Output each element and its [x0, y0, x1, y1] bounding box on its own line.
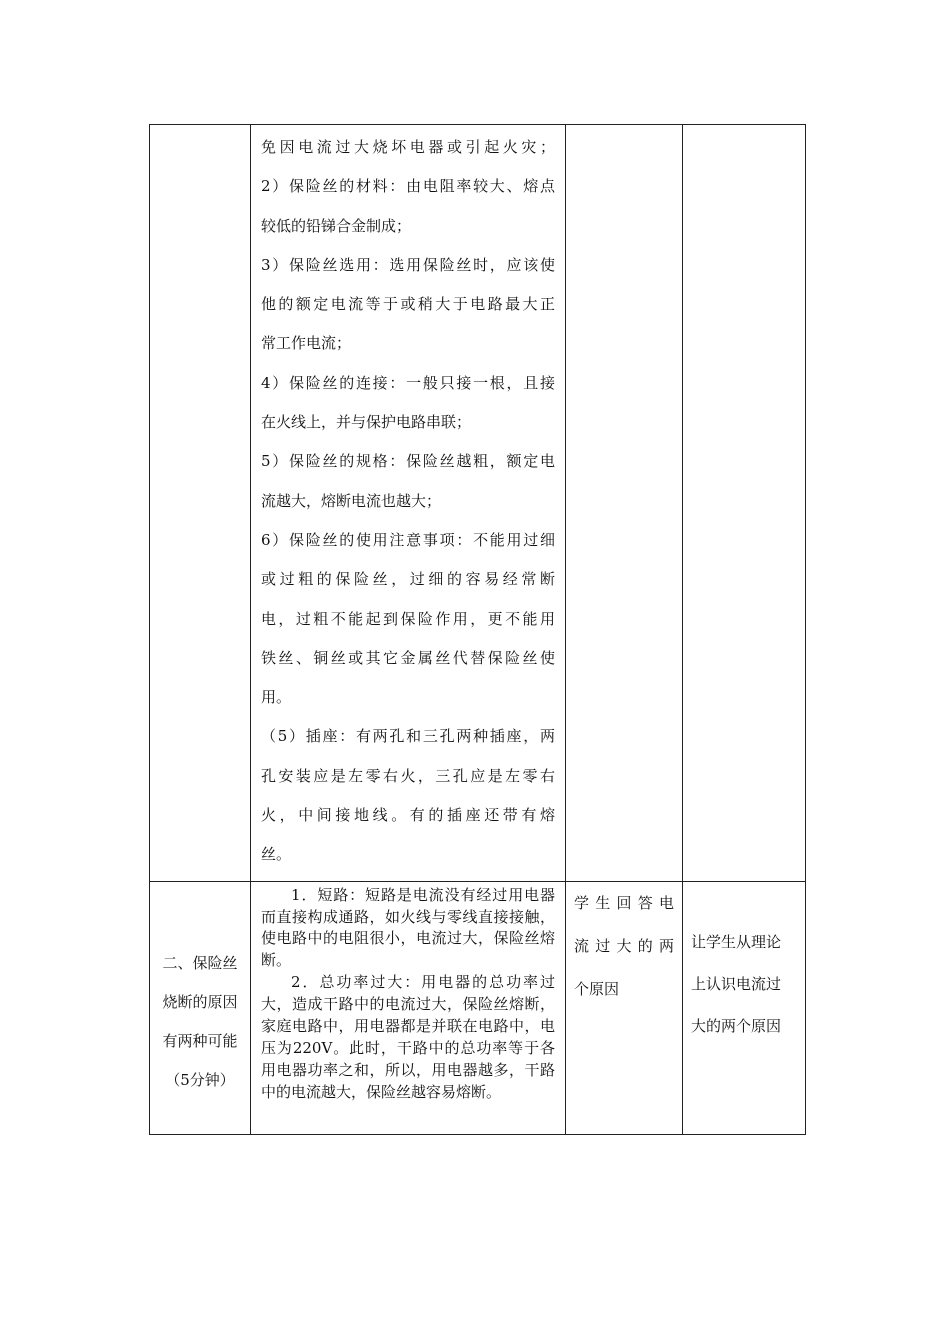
- overload-paragraph: 2．总功率过大：用电器的总功率过大，造成干路中的电流过大，保险丝熔断，家庭电路中，用电器都是并联在电路中，电压为220V。此时，干路中的总功率等于各用电器功率之和，所以，用电器越多，干路中的电流越大，保险丝越容易熔断。: [261, 973, 555, 1101]
- content-line: 在火线上，并与保护电路串联；: [261, 413, 472, 432]
- table-row: [150, 881, 806, 1134]
- content-line: 铁丝、铜丝或其它金属丝代替保险丝使: [261, 648, 555, 667]
- student-activity-line: 学生回答电: [574, 893, 674, 912]
- content-line: 6）保险丝的使用注意事项：不能用过细: [261, 530, 555, 549]
- design-intent-line: 大的两个原因: [691, 1016, 782, 1035]
- content-line: 电，过粗不能起到保险作用，更不能用: [261, 609, 555, 628]
- section-label-line: 有两种可能: [162, 1031, 238, 1050]
- content-line: 或过粗的保险丝，过细的容易经常断: [261, 570, 555, 589]
- student-activity: [566, 882, 682, 1011]
- teaching-content-cell: [251, 125, 566, 882]
- content-line: 火，中间接地线。有的插座还带有熔: [261, 806, 555, 825]
- content-line: 丝。: [261, 845, 292, 864]
- section-label-line: 烧断的原因: [162, 992, 238, 1011]
- short-circuit-paragraph: 1．短路：短路是电流没有经过用电器而直接构成通路，如火线与零线直接接触，使电路中的电阻很小，电流过大，保险丝熔断。: [261, 885, 555, 970]
- teaching-content: [251, 125, 565, 881]
- design-intent-cell: [683, 881, 806, 1134]
- lesson-plan-table: [149, 124, 806, 1135]
- design-intent-line: 上认识电流过: [691, 974, 782, 993]
- content-line: 较低的铅锑合金制成；: [261, 216, 412, 235]
- content-line: 他的额定电流等于或稍大于电路最大正: [261, 295, 555, 314]
- student-activity-cell: [566, 881, 683, 1134]
- content-line: 流越大，熔断电流也越大；: [261, 491, 442, 510]
- content-line: （5）插座：有两孔和三孔两种插座，两: [261, 727, 555, 746]
- design-intent-cell: [683, 125, 806, 882]
- student-activity-line: 个原因: [574, 979, 620, 998]
- content-line: 4）保险丝的连接：一般只接一根，且接: [261, 373, 555, 392]
- table-row: [150, 125, 806, 882]
- content-line: 3）保险丝选用：选用保险丝时，应该使: [261, 255, 555, 274]
- design-intent-line: 让学生从理论: [691, 932, 782, 951]
- content-line: 孔安装应是左零右火，三孔应是左零右: [261, 766, 555, 785]
- content-line: 用。: [261, 688, 292, 707]
- section-label-cell: [150, 881, 251, 1134]
- student-activity-cell: [566, 125, 683, 882]
- section-label-line: 二、保险丝: [162, 953, 238, 972]
- section-label-line: （5分钟）: [165, 1070, 235, 1089]
- content-line: 2）保险丝的材料：由电阻率较大、熔点: [261, 177, 555, 196]
- content-line: 免因电流过大烧坏电器或引起火灾；: [261, 138, 555, 156]
- teaching-content-cell: [251, 881, 566, 1134]
- design-intent: [683, 882, 805, 1047]
- section-label: [150, 882, 250, 1100]
- section-label-cell: [150, 125, 251, 882]
- teaching-content: [251, 882, 565, 1134]
- content-line: 常工作电流；: [261, 334, 352, 353]
- student-activity-line: 流过大的两: [574, 936, 674, 955]
- content-line: 5）保险丝的规格：保险丝越粗，额定电: [261, 452, 555, 471]
